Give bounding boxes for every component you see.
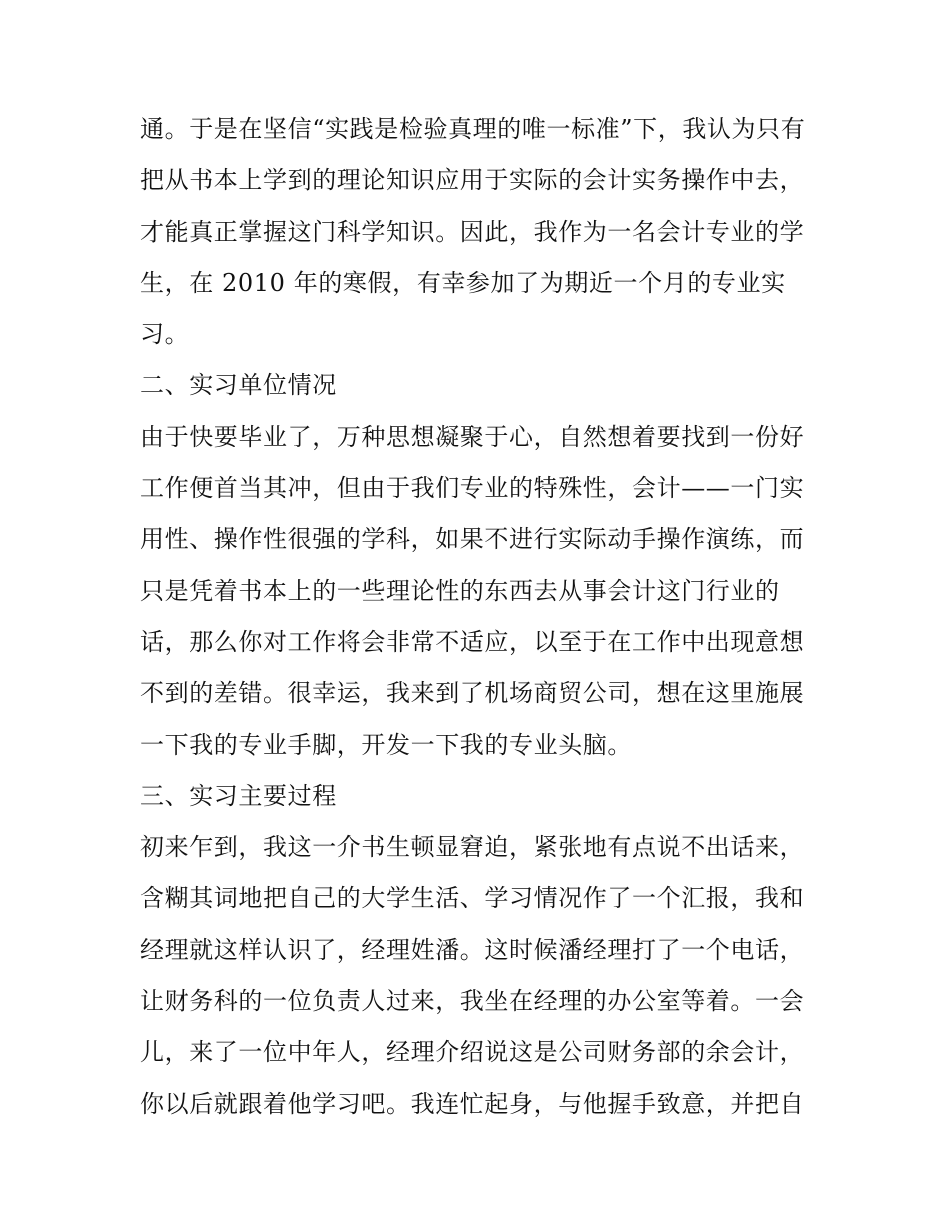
paragraph-line: 通。于是在坚信“实践是检验真理的唯一标准”下，我认为只有 [140,115,806,143]
section-heading-unit: 二、实习单位情况 [140,371,337,400]
paragraph-line: 初来乍到，我这一介书生顿显窘迫，紧张地有点说不出话来， [140,833,805,862]
paragraph-line: 用性、操作性很强的学科，如果不进行实际动手操作演练，而 [140,525,805,554]
paragraph-line: 习。 [140,320,190,349]
paragraph-line: 话，那么你对工作将会非常不适应，以至于在工作中出现意想 [140,627,805,656]
paragraph-line: 经理就这样认识了，经理姓潘。这时候潘经理打了一个电话， [140,935,805,964]
paragraph-line: 让财务科的一位负责人过来，我坐在经理的办公室等着。一会 [140,987,805,1016]
paragraph-line: 生，在 2010 年的寒假，有幸参加了为期近一个月的专业实 [140,268,786,297]
paragraph-line: 你以后就跟着他学习吧。我连忙起身，与他握手致意，并把自 [140,1089,805,1118]
paragraph-line: 一下我的专业手脚，开发一下我的专业头脑。 [140,730,632,759]
body-text [140,104,820,1130]
paragraph-line: 由于快要毕业了，万种思想凝聚于心，自然想着要找到一份好 [140,422,805,451]
paragraph-line: 含糊其词地把自己的大学生活、学习情况作了一个汇报，我和 [140,884,805,913]
paragraph-line: 把从书本上学到的理论知识应用于实际的会计实务操作中去， [140,166,805,195]
section-heading-process: 三、实习主要过程 [140,781,337,810]
paragraph-line: 只是凭着书本上的一些理论性的东西去从事会计这门行业的 [140,576,780,605]
paragraph-line: 不到的差错。很幸运，我来到了机场商贸公司，想在这里施展 [140,679,805,708]
paragraph-line: 儿，来了一位中年人，经理介绍说这是公司财务部的余会计， [140,1038,805,1067]
paragraph-line: 工作便首当其冲，但由于我们专业的特殊性，会计——一门实 [140,474,805,503]
paragraph-line: 才能真正掌握这门科学知识。因此，我作为一名会计专业的学 [140,217,805,246]
